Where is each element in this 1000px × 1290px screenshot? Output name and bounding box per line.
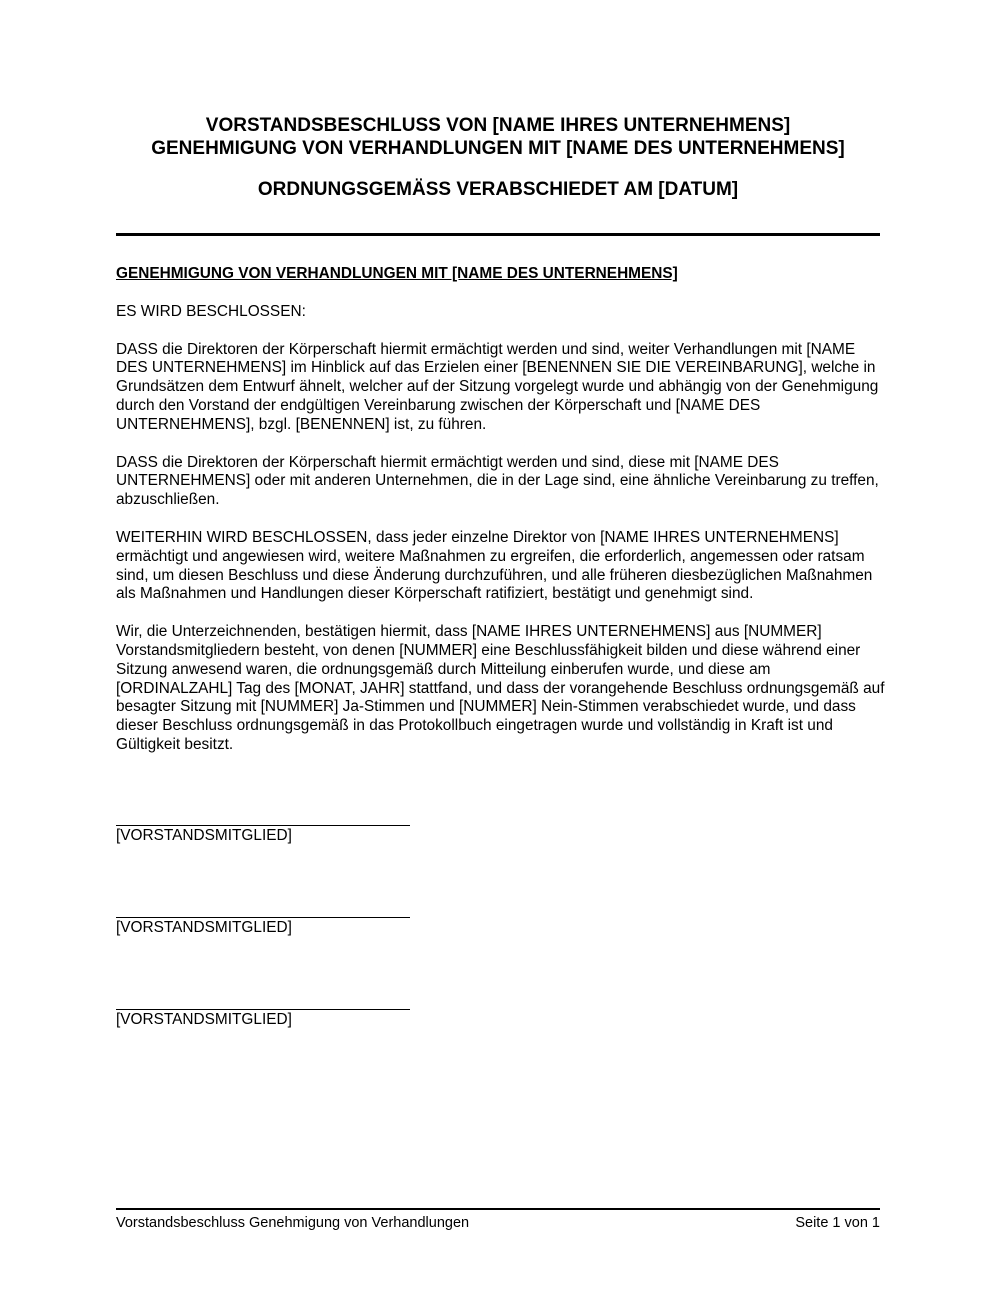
signature-label: [VORSTANDSMITGLIED] [116,919,292,936]
paragraph-2: DASS die Direktoren der Körperschaft hiermit ermächtigt werden und sind, diese mit [NAME DES UNTERNEHMENS] oder mit anderen Unternehmen, die in der Lage sind, eine ähnliche Vereinbarung zu treffen, abzuschließen. [116,453,879,509]
title-line-2: GENEHMIGUNG VON VERHANDLUNGEN MIT [NAME DES UNTERNEHMENS] [151,138,845,159]
paragraph-4: Wir, die Unterzeichnenden, bestätigen hiermit, dass [NAME IHRES UNTERNEHMENS] aus [NUMMER] Vorstandsmitgliedern besteht, von denen [NUMMER] eine Beschlussfähigkeit bilden und diese während einer Sitzung anwesend waren, die ordnungsgemäß durch Mitteilung einberufen wurde, und diese am [ORDINALZAHL] Tag des [MONAT, JAHR] stattfand, und dass der vorangehende Beschluss ordnungsgemäß auf besagter Sitzung mit [NUMMER] Ja-Stimmen und [NUMMER] Nein-Stimmen verabschiedet wurde, und dass dieser Beschluss ordnungsgemäß in das Protokollbuch eingetragen wurde und vollständig in Kraft ist und Gültigkeit besitzt. [116,623,885,753]
section-heading: GENEHMIGUNG VON VERHANDLUNGEN MIT [NAME DES UNTERNEHMENS] [116,265,678,282]
paragraph-3: WEITERHIN WIRD BESCHLOSSEN, dass jeder einzelne Direktor von [NAME IHRES UNTERNEHMENS] ermächtigt und angewiesen wird, weitere Maßnahmen zu ergreifen, die erforderlich, angemessen oder ratsam sind, um diesen Beschluss und diese Änderung durchzuführen, und alle früheren diesbezüglichen Maßnahmen als Maßnahmen und Handlungen dieser Körperschaft ratifiziert, bestätigt und genehmigt sind. [116,528,873,603]
title-line-3: ORDNUNGSGEMÄSS VERABSCHIEDET AM [DATUM] [257,179,739,200]
document-page [116,0,885,1290]
footer-document-name: Vorstandsbeschluss Genehmigung von Verhandlungen [116,1215,470,1231]
document-body [116,265,886,774]
signature-block [116,917,416,992]
paragraph-1: DASS die Direktoren der Körperschaft hiermit ermächtigt werden und sind, weiter Verhandlungen mit [NAME DES UNTERNEHMENS] im Hinblick auf das Erzielen einer [BENENNEN SIE DIE VEREINBARUNG], welche in Grundsätzen dem Entwurf ähnelt, welcher auf der Sitzung vorgelegt wurde und abhängig von der Genehmigung durch den Vorstand der endgültigen Vereinbarung zwischen der Körperschaft und [NAME DES UNTERNEHMENS], bzgl. [BENENNEN] ist, zu führen. [116,340,879,433]
signature-line [116,917,410,918]
header-divider [116,233,880,236]
title-line-1: VORSTANDSBESCHLUSS VON [NAME IHRES UNTERNEHMENS] [205,115,791,136]
signature-section [116,808,416,1084]
signature-block [116,825,416,900]
signature-label: [VORSTANDSMITGLIED] [116,827,292,844]
signature-line [116,825,410,826]
document-title [116,114,880,201]
signature-line [116,1009,410,1010]
signature-block [116,1009,416,1084]
footer-divider [116,1208,880,1210]
resolved-intro: ES WIRD BESCHLOSSEN: [116,302,306,320]
signature-label: [VORSTANDSMITGLIED] [116,1011,292,1028]
footer-page-indicator: Seite 1 von 1 [795,1215,880,1231]
